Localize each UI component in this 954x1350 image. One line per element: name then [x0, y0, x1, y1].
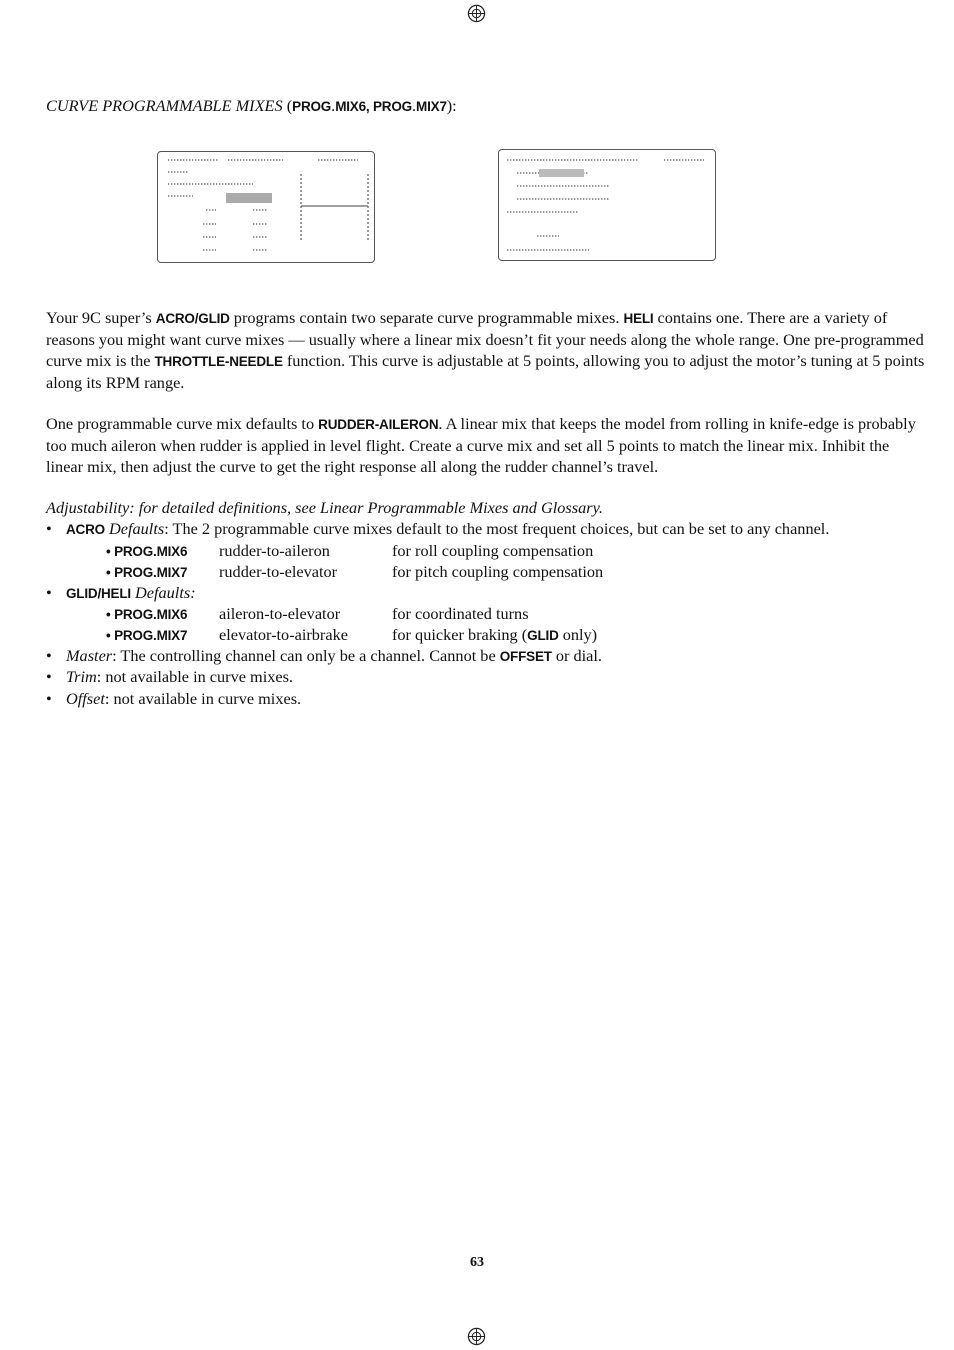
lcd-screen-mix-menu: [498, 149, 716, 261]
lcd-pixel-display: [158, 152, 374, 262]
glid-mix-code: • PROG.MIX7: [106, 628, 188, 643]
glid-mix-pair: elevator-to-airbrake: [219, 625, 348, 644]
offset-item: Offset: not available in curve mixes.: [66, 689, 302, 708]
acro-mix-pair: rudder-to-elevator: [219, 562, 338, 581]
page-number: 63: [470, 1255, 484, 1270]
bullet-glyph: •: [46, 583, 52, 602]
acro-mix-code: • PROG.MIX7: [106, 565, 188, 580]
lcd-pixel-display: [499, 150, 715, 260]
acro-mix-pair: rudder-to-aileron: [219, 541, 330, 560]
glid-mix-pair: aileron-to-elevator: [219, 604, 341, 623]
glid-mix-purpose: for coordinated turns: [392, 604, 529, 623]
glid-mix-purpose: for quicker braking (GLID only): [392, 625, 598, 644]
master-item: Master: The controlling channel can only be a channel. Cannot be OFFSET or dial.: [66, 646, 602, 665]
acro-mix-code: • PROG.MIX6: [106, 544, 188, 559]
glid-heli-defaults: GLID/HELI Defaults:: [66, 583, 196, 602]
bullet-glyph: •: [46, 667, 52, 686]
intro-paragraph: Your 9C super’s ACRO/GLID programs contain two separate curve programmable mixes. HELI contains one. There are a variety of reasons you might want curve mixes — usually where a linear mix doesn’t fit your needs along the whole range. One pre-programmed curve mix is the THROTTLE-NEEDLE function. This curve is adjustable at 5 points, allowing you to adjust the motor’s tuning at 5 points along its RPM range.: [46, 308, 925, 392]
bullet-glyph: •: [46, 519, 52, 538]
registration-mark-icon: [467, 1327, 486, 1346]
glid-mix-code: • PROG.MIX6: [106, 607, 188, 622]
acro-mix-purpose: for roll coupling compensation: [392, 541, 594, 560]
bullet-glyph: •: [46, 689, 52, 708]
acro-defaults: ACRO Defaults: The 2 programmable curve mixes default to the most frequent choices, but can be set to any channel.: [66, 519, 830, 538]
bullet-glyph: •: [46, 646, 52, 665]
lcd-screen-curve-graph: [157, 151, 375, 263]
rudder-aileron-paragraph: One programmable curve mix defaults to RUDDER-AILERON. A linear mix that keeps the model from rolling in knife-edge is probably too much aileron when rudder is applied in level flight. Create a curve mix and set all 5 points to match the linear mix. Inhibit the linear mix, then adjust the curve to get the right response all along the rudder channel’s travel.: [46, 414, 916, 476]
section-heading: CURVE PROGRAMMABLE MIXES (PROG.MIX6, PROG.MIX7):: [46, 96, 457, 115]
heading-title: CURVE PROGRAMMABLE MIXES: [46, 96, 283, 115]
trim-item: Trim: not available in curve mixes.: [66, 667, 293, 686]
adjustability-heading: Adjustability: for detailed definitions, see Linear Programmable Mixes and Glossary.: [46, 498, 603, 517]
registration-mark-icon: [467, 4, 486, 23]
acro-mix-purpose: for pitch coupling compensation: [392, 562, 604, 581]
